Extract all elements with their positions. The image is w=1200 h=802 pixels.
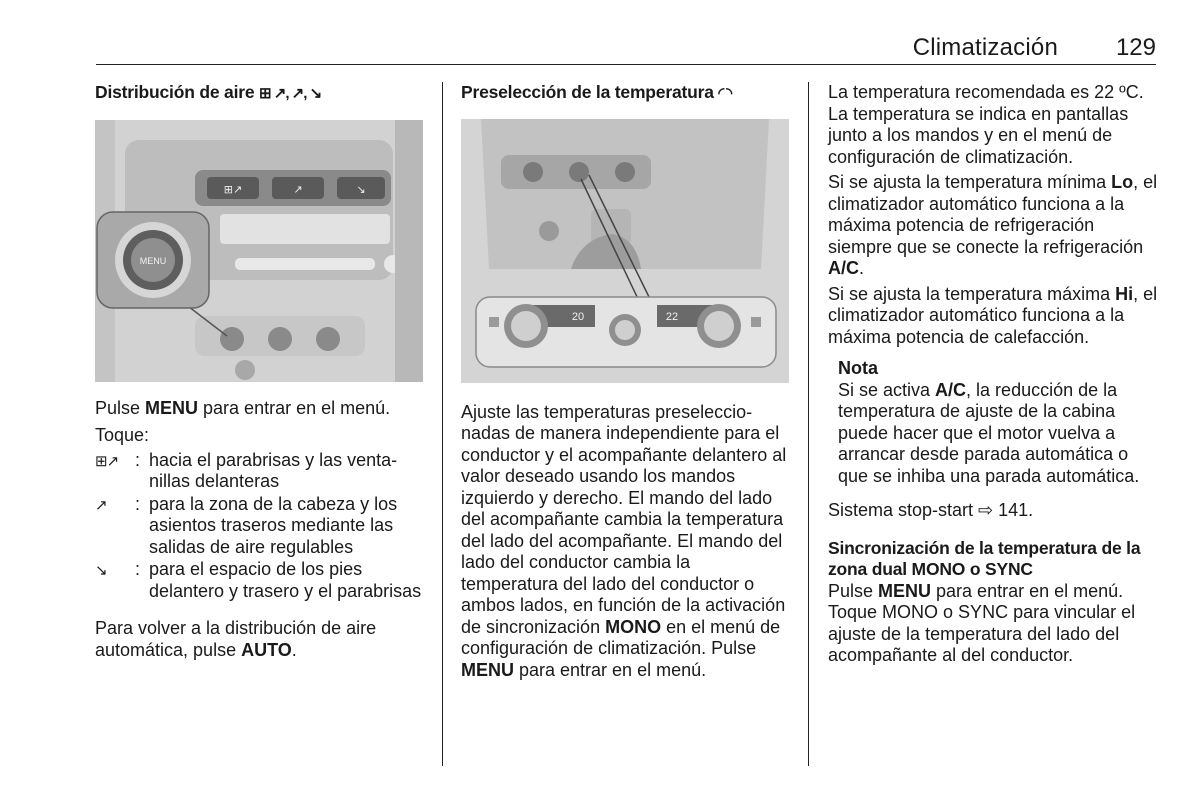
- head-vent-icon: ↗: [95, 496, 107, 514]
- paragraph-auto: Para volver a la distribución de aire automática, pulse AUTO.: [95, 618, 377, 660]
- paragraph-temperature-adjust: Ajuste las temperaturas preseleccionadas de manera independiente para el conductor y el acompañante delantero al valor deseado usando los mandos izquierdo y derecho. El mando del lado del acompañante cambia la temperatura del lado del acompañante. El mando del lado del conductor cambia la temperatura del lado del conductor o ambos lados, en función de la activación de sincronización MONO en el menú de configuración de climatización. Pulse MENU para entrar en el menú.: [461, 401, 787, 680]
- section-heading-dual-zone-sync: Sincronización de la temperatura de la zona dual MONO o SYNC: [828, 537, 1141, 579]
- note-title: Nota: [838, 358, 878, 378]
- list-item: ↘ : para el espacio de los pies delantero y trasero y el parabrisas: [95, 559, 422, 601]
- paragraph-recommended: La temperatura recomendada es 22 ºC. La temperatura se indica en pantallas junto a los mandos y en el menú de configuración de climatización.: [828, 82, 1144, 167]
- left-temperature-display: 20: [571, 310, 585, 323]
- note-box: [838, 358, 1160, 487]
- column-divider-2: [808, 82, 809, 766]
- right-temperature-display: 22: [665, 310, 679, 323]
- column-divider-1: [442, 82, 443, 766]
- column-recommended-temperature: [828, 82, 1160, 667]
- paragraph-sync: Pulse MENU para entrar en el menú. Toque MONO o SYNC para vincular el ajuste de la temperatura del lado del acompañante al del conductor.: [828, 580, 1136, 665]
- windscreen-icon: ⊞↗: [95, 452, 119, 470]
- note-text: Si se activa A/C, la reducción de la temperatura de ajuste de la cabina puede hacer que el motor vuelva a arrancar desde parada automática o que se inhiba una parada automática.: [838, 379, 1140, 486]
- temperature-knob-icons: ◜ ◝: [718, 85, 732, 102]
- menu-knob-label: MENU: [139, 255, 167, 266]
- illustration-air-distribution: [95, 120, 423, 382]
- svg-text:↘: ↘: [356, 182, 366, 196]
- footwell-icon: ↘: [95, 562, 107, 579]
- paragraph-minimum: Si se ajusta la temperatura mínima Lo, el climatizador automático funciona a la máxima potencia de refrigeración siempre que se conecte la refrigeración A/C.: [828, 172, 1158, 278]
- list-item: ⊞↗ : hacia el parabrisas y las ventanillas delanteras: [95, 449, 398, 491]
- section-heading-air-distribution: Distribución de aire ⊞ ↗, ↗, ↘: [95, 82, 322, 102]
- paragraph-maximum: Si se ajusta la temperatura máxima Hi, el climatizador automático funciona a la máxima potencia de calefacción.: [828, 283, 1158, 347]
- illustration-temperature-controls: [461, 119, 789, 383]
- air-distribution-list: [95, 450, 425, 603]
- paragraph-press-menu: Pulse MENU para entrar en el menú.: [95, 397, 391, 418]
- paragraph-touch: Toque:: [95, 425, 150, 445]
- cross-reference-stop-start[interactable]: Sistema stop-start ⇨ 141.: [828, 500, 1034, 520]
- arrow-right-icon: ⇨: [978, 500, 994, 520]
- column-temperature-preselection: [461, 82, 791, 681]
- list-item: ↗ : para la zona de la cabeza y los asientos traseros mediante las salidas de aire regulables: [95, 493, 398, 557]
- air-distribution-icons: ⊞ ↗, ↗, ↘: [259, 85, 322, 102]
- chapter-title: Climatización: [912, 34, 1058, 61]
- svg-text:⊞↗: ⊞↗: [223, 182, 243, 196]
- header-rule: [96, 64, 1156, 65]
- page-number: 129: [1115, 34, 1156, 61]
- section-heading-temperature: Preselección de la temperatura ◜ ◝: [461, 82, 732, 102]
- column-air-distribution: [95, 82, 425, 661]
- svg-text:↗: ↗: [293, 182, 303, 196]
